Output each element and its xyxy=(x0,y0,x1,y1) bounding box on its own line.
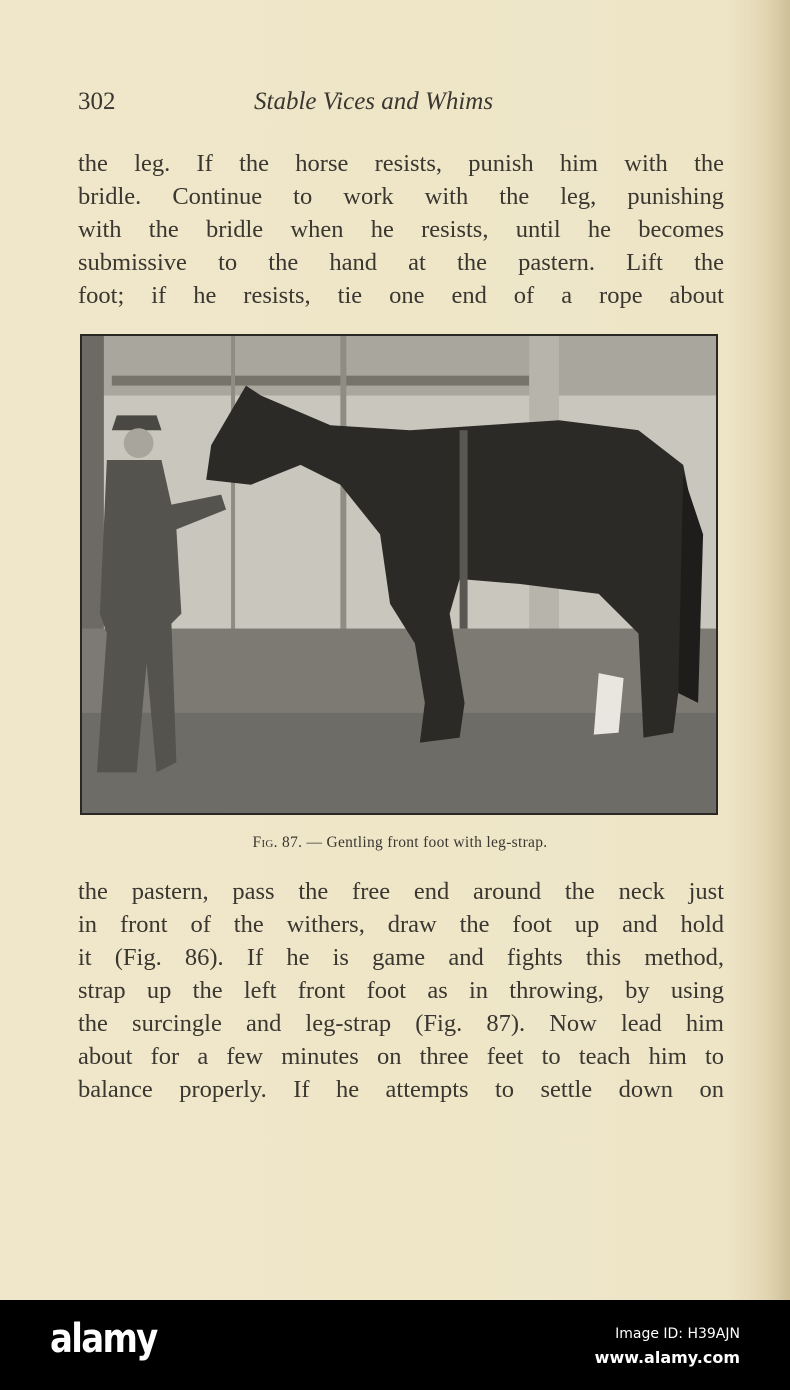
website-link[interactable]: www.alamy.com xyxy=(594,1348,740,1367)
figure-caption-text: 87. — Gentling front foot with leg-strap. xyxy=(282,834,548,851)
figure-caption xyxy=(0,834,790,852)
text-line: about for a few minutes on three feet to teach him to xyxy=(78,1043,724,1070)
text-line: it (Fig. 86). If he is game and fights this method, xyxy=(78,944,724,971)
text-line: balance properly. If he attempts to settle down on xyxy=(78,1076,724,1103)
text-line: bridle. Continue to work with the leg, punishing xyxy=(78,183,724,210)
alamy-logo: alamy xyxy=(50,1316,157,1362)
photo-horse-leg-strap xyxy=(80,334,718,815)
text-line: with the bridle when he resists, until he becomes xyxy=(78,216,724,243)
text-line: the leg. If the horse resists, punish him with the xyxy=(78,150,724,177)
text-line: in front of the withers, draw the foot up and hold xyxy=(78,911,724,938)
stock-footer-bar xyxy=(0,1300,790,1390)
text-line: submissive to the hand at the pastern. Lift the xyxy=(78,249,724,276)
text-line: foot; if he resists, tie one end of a rope about xyxy=(78,282,724,309)
paragraph-top xyxy=(78,147,724,312)
photo-illustration xyxy=(82,336,716,813)
text-line: strap up the left front foot as in throwing, by using xyxy=(78,977,724,1004)
figure-label: Fig. xyxy=(252,834,278,851)
paragraph-bottom xyxy=(78,875,724,1106)
text-line: the surcingle and leg-strap (Fig. 87). Now lead him xyxy=(78,1010,724,1037)
page-header xyxy=(78,88,724,122)
page-number: 302 xyxy=(78,88,116,115)
text-line: the pastern, pass the free end around the neck just xyxy=(78,878,724,905)
image-id: Image ID: H39AJN xyxy=(615,1326,740,1342)
running-title: Stable Vices and Whims xyxy=(254,88,494,115)
